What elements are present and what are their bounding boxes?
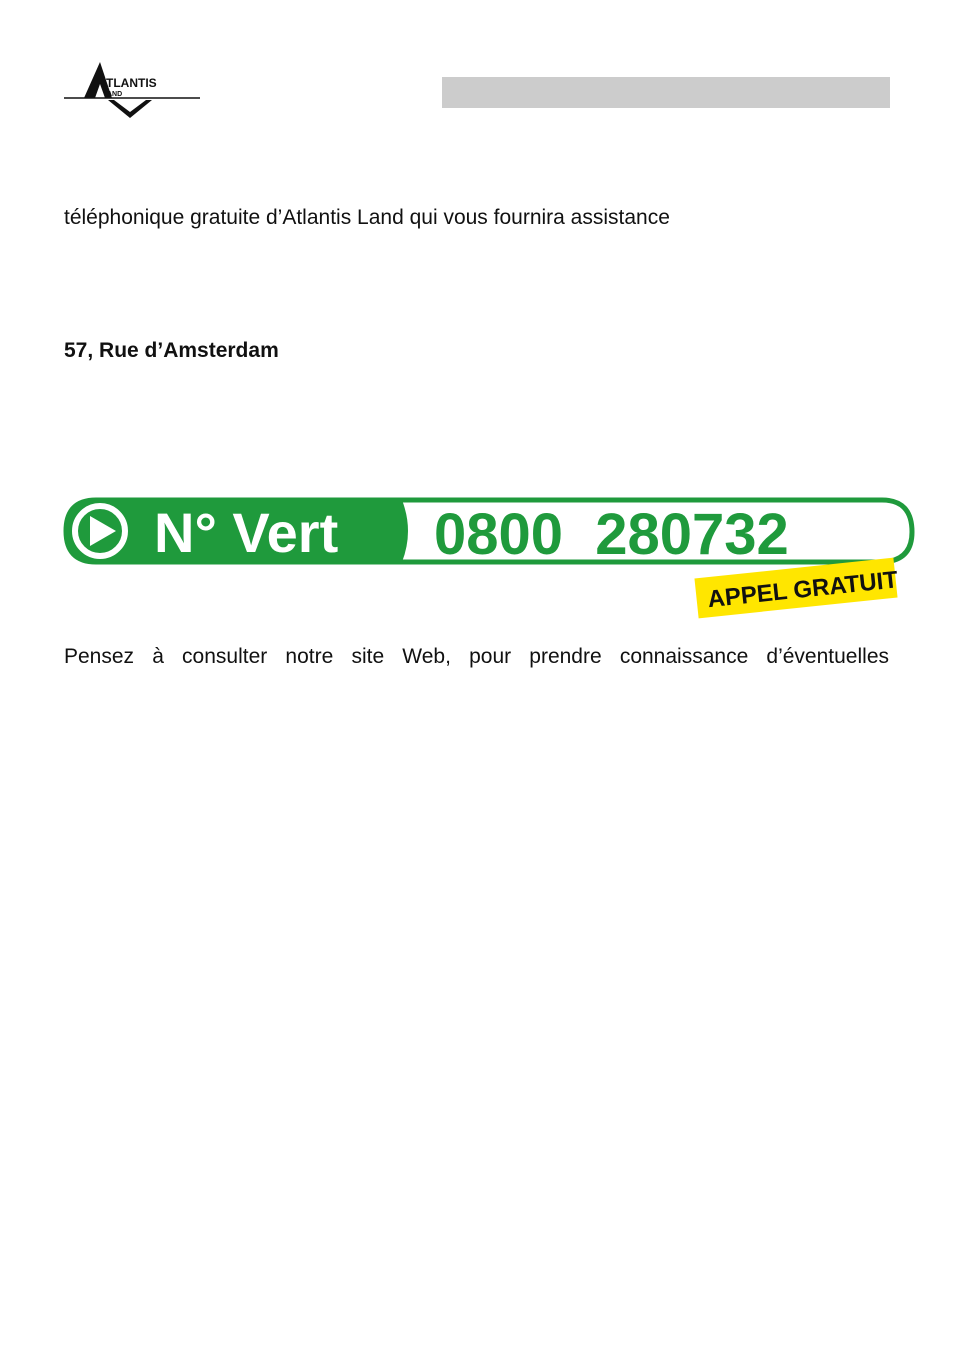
header-gray-bar xyxy=(442,77,890,108)
logo-text: TLANTIS xyxy=(106,76,157,90)
numero-vert-banner xyxy=(62,494,916,620)
paragraph-line-website: Pensez à consulter notre site Web, pour prendre connaissance d’éventuelles xyxy=(64,645,889,668)
appel-gratuit-text: APPEL GRATUIT xyxy=(706,566,900,614)
banner-label: N° Vert xyxy=(154,501,339,564)
paragraph-line-phone-support: téléphonique gratuite d’Atlantis Land qui vous fournira assistance xyxy=(64,206,670,229)
atlantis-land-logo xyxy=(62,58,202,122)
logo-subtext: AND xyxy=(107,91,123,98)
banner-phone-number: 0800 280732 xyxy=(434,502,789,567)
address-line: 57, Rue d’Amsterdam xyxy=(64,339,279,362)
